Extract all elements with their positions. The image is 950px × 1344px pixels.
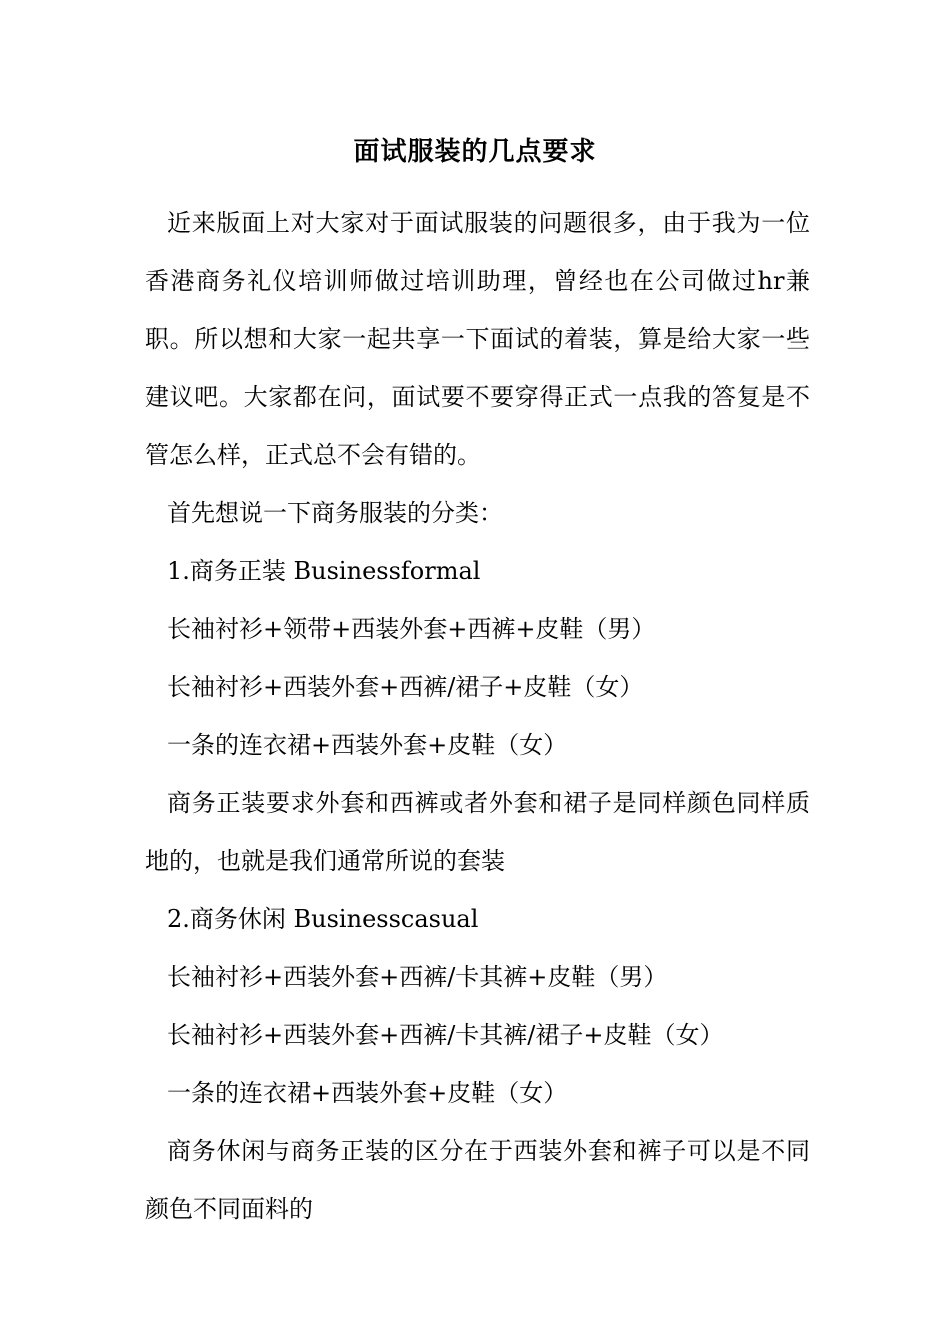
paragraph-classification-intro: 首先想说一下商务服装的分类：	[167, 499, 503, 527]
list-item-formal-female: 长袖衬衫+西装外套+西裤/裙子+皮鞋（女）	[167, 673, 644, 701]
document-title: 面试服装的几点要求	[353, 137, 597, 167]
list-item-casual-male: 长袖衬衫+西装外套+西裤/卡其裤+皮鞋（男）	[167, 963, 668, 991]
paragraph-casual-note: 商务休闲与商务正装的区分在于西装外套和裤子可以是不同颜色不同面料的	[145, 1137, 810, 1223]
paragraph-formal-note: 商务正装要求外套和西裤或者外套和裙子是同样颜色同样质地的，也就是我们通常所说的套装	[145, 789, 810, 875]
list-item-casual-female: 长袖衬衫+西装外套+西裤/卡其裤/裙子+皮鞋（女）	[167, 1021, 724, 1049]
list-item-formal-male: 长袖衬衫+领带+西装外套+西裤+皮鞋（男）	[167, 615, 656, 643]
document-body	[145, 194, 810, 1238]
paragraph-intro: 近来版面上对大家对于面试服装的问题很多，由于我为一位香港商务礼仪培训师做过培训助理，曾经也在公司做过hr兼职。所以想和大家一起共享一下面试的着装，算是给大家一些建议吧。大家都在问，面试要不要穿得正式一点我的答复是不管怎么样，正式总不会有错的。	[145, 209, 810, 469]
heading-business-formal: 1.商务正装 Businessformal	[167, 557, 481, 585]
list-item-casual-dress: 一条的连衣裙+西装外套+皮鞋（女）	[167, 1079, 568, 1107]
heading-business-casual: 2.商务休闲 Businesscasual	[167, 905, 479, 933]
list-item-formal-dress: 一条的连衣裙+西装外套+皮鞋（女）	[167, 731, 568, 759]
